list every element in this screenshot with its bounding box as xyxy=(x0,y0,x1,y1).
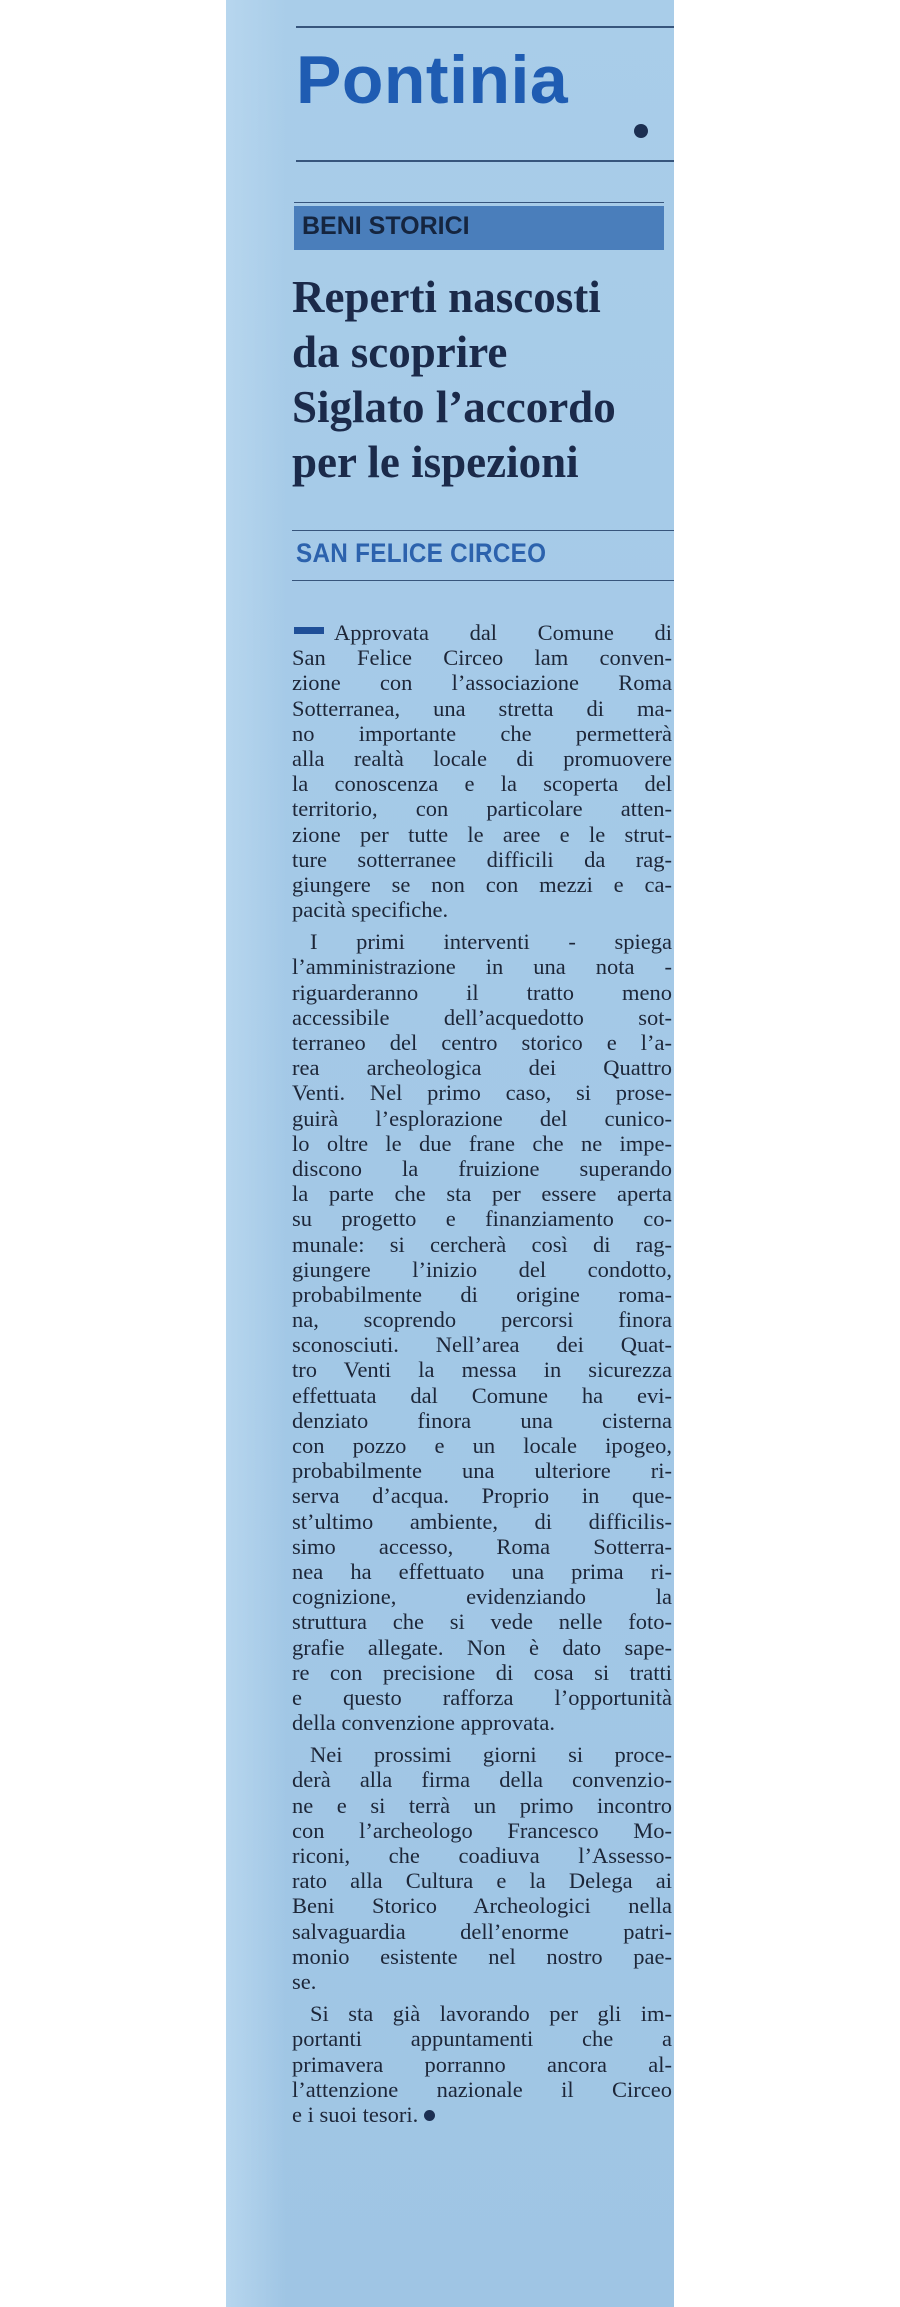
article-line: portanti appuntamenti che a xyxy=(292,2026,672,2052)
article-line: Venti. Nel primo caso, si prose- xyxy=(292,1080,672,1106)
article-line: su progetto e finanziamento co- xyxy=(292,1206,672,1232)
article-line: primavera porranno ancora al- xyxy=(292,2051,672,2077)
paper-edge-highlight xyxy=(226,0,286,2307)
article-line: Si sta già lavorando per gli im- xyxy=(310,2001,672,2027)
article-line: Beni Storico Archeologici nella xyxy=(292,1893,672,1919)
article-line: probabilmente una ulteriore ri- xyxy=(292,1458,672,1484)
article-line: no importante che permetterà xyxy=(292,720,672,746)
article-line: st’ultimo ambiente, di difficilis- xyxy=(292,1508,672,1534)
article-line: probabilmente di origine roma- xyxy=(292,1281,672,1307)
article-line: con pozzo e un locale ipogeo, xyxy=(292,1433,672,1458)
article-line: ne e si terrà un primo incontro xyxy=(292,1792,672,1818)
article-line: ture sotterranee difficili da rag- xyxy=(292,846,672,872)
article-line: giungere se non con mezzi e ca- xyxy=(292,871,672,897)
kicker-label: BENI STORICI xyxy=(302,212,470,240)
article-line: denziato finora una cisterna xyxy=(292,1407,672,1433)
location-bottom-rule xyxy=(292,580,674,581)
section-title: Pontinia xyxy=(296,42,569,118)
top-rule xyxy=(296,26,674,28)
article-line: riguarderanno il tratto meno xyxy=(292,979,672,1005)
article-line: nea ha effettuato una prima ri- xyxy=(292,1558,672,1584)
article-body xyxy=(292,620,672,2127)
article-line: la parte che sta per essere aperta xyxy=(292,1181,672,1207)
kicker-top-rule xyxy=(294,202,664,203)
article-line: simo accesso, Roma Sotterra- xyxy=(292,1533,672,1559)
article-line: l’attenzione nazionale il Circeo xyxy=(292,2076,672,2102)
article-line: guirà l’esplorazione del cunico- xyxy=(292,1105,672,1131)
section-rule xyxy=(296,160,674,162)
article-line: salvaguardia dell’enorme patri- xyxy=(292,1918,672,1944)
article-line: e questo rafforza l’opportunità xyxy=(292,1684,672,1710)
article-line: territorio, con particolare atten- xyxy=(292,796,672,822)
article-line: rea archeologica dei Quattro xyxy=(292,1055,672,1081)
article-line: Sotterranea, una stretta di ma- xyxy=(292,695,672,721)
article-line: la conoscenza e la scoperta del xyxy=(292,771,672,797)
article-line: discono la fruizione superando xyxy=(292,1155,672,1181)
article-line: San Felice Circeo lam conven- xyxy=(292,645,672,671)
article-line: e i suoi tesori. xyxy=(292,2102,672,2127)
article-line: serva d’acqua. Proprio in que- xyxy=(292,1483,672,1509)
article-line: pacità specifiche. xyxy=(292,897,449,923)
article-line: l’amministrazione in una nota - xyxy=(292,954,672,980)
article-line: terraneo del centro storico e l’a- xyxy=(292,1030,672,1055)
article-line: lo oltre le due frane che ne impe- xyxy=(292,1130,672,1156)
article-line: monio esistente nel nostro pae- xyxy=(292,1943,672,1969)
article-line: na, scoprendo percorsi finora xyxy=(292,1307,672,1333)
article-line: re con precisione di cosa si tratti xyxy=(292,1659,672,1685)
headline xyxy=(292,270,662,490)
location-label: SAN FELICE CIRCEO xyxy=(296,538,547,568)
article-line: Approvata dal Comune di xyxy=(334,620,672,645)
article-line: zione con l’associazione Roma xyxy=(292,670,672,696)
article-line: struttura che si vede nelle foto- xyxy=(292,1609,672,1635)
article-line: zione per tutte le aree e le strut- xyxy=(292,821,672,847)
article-line: accessibile dell’acquedotto sot- xyxy=(292,1004,672,1030)
headline-line: Siglato l’accordo xyxy=(292,382,616,432)
article-line: riconi, che coadiuva l’Assesso- xyxy=(292,1843,672,1868)
headline-line: per le ispezioni xyxy=(292,437,579,487)
article-line: grafie allegate. Non è dato sape- xyxy=(292,1634,672,1660)
article-line: munale: si cercherà così di rag- xyxy=(292,1231,672,1257)
article-line: giungere l’inizio del condotto, xyxy=(292,1256,672,1282)
article-line: effettuata dal Comune ha evi- xyxy=(292,1382,672,1408)
end-of-article-dot xyxy=(424,2110,435,2121)
newspaper-clipping xyxy=(226,0,674,2307)
article-line: della convenzione approvata. xyxy=(292,1710,556,1736)
article-line: tro Venti la messa in sicurezza xyxy=(292,1357,672,1383)
article-line: Nei prossimi giorni si proce- xyxy=(310,1742,672,1768)
headline-line: Reperti nascosti xyxy=(292,272,601,322)
article-line: con l’archeologo Francesco Mo- xyxy=(292,1817,672,1843)
section-bullet-dot xyxy=(634,124,648,138)
location-top-rule xyxy=(292,530,674,531)
article-line: alla realtà locale di promuovere xyxy=(292,745,672,771)
article-line: derà alla firma della convenzio- xyxy=(292,1767,672,1793)
article-line: se. xyxy=(292,1968,317,1994)
article-line: sconosciuti. Nell’area dei Quat- xyxy=(292,1332,672,1358)
article-line: I primi interventi - spiega xyxy=(310,929,672,955)
article-line: rato alla Cultura e la Delega ai xyxy=(292,1868,672,1894)
headline-line: da scoprire xyxy=(292,327,508,377)
article-line: cognizione, evidenziando la xyxy=(292,1584,672,1610)
